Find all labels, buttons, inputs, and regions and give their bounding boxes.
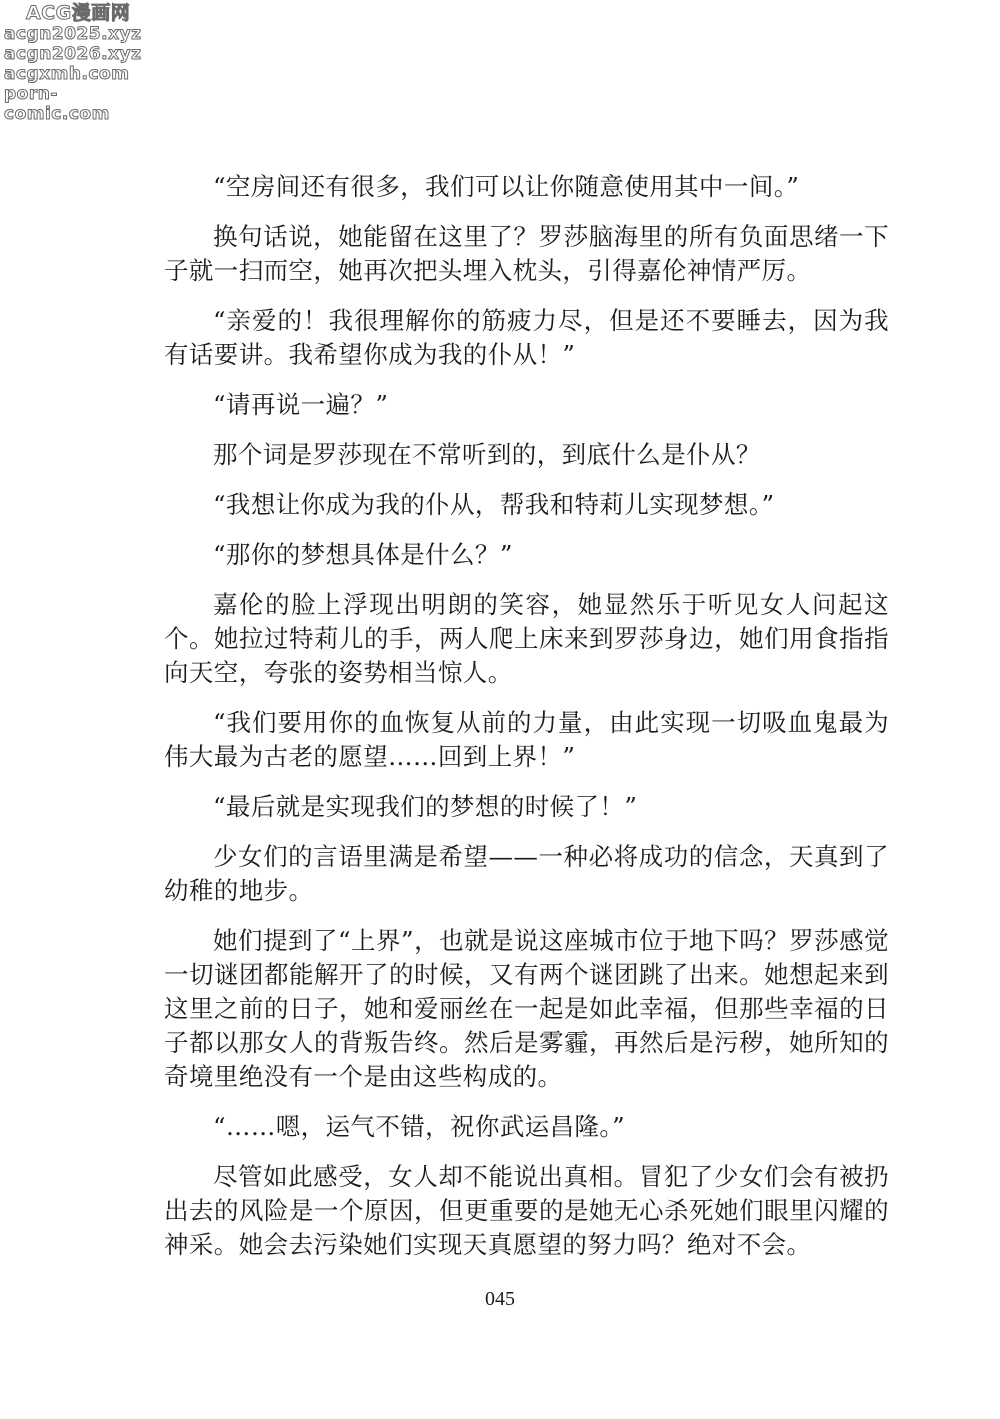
paragraph: “我想让你成为我的仆从，帮我和特莉儿实现梦想。” <box>213 490 775 519</box>
watermark-domain: acgxmh.com <box>4 64 130 84</box>
paragraph: 换句话说，她能留在这里了？罗莎脑海里的所有负面思绪一下子就一扫而空，她再次把头埋入枕头，引得嘉伦神情严厉。 <box>164 222 889 285</box>
paragraph: 嘉伦的脸上浮现出明朗的笑容，她显然乐于听见女人问起这个。她拉过特莉儿的手，两人爬上床来到罗莎身边，她们用食指指向天空，夸张的姿势相当惊人。 <box>164 590 889 687</box>
watermark-domain: acgn2025.xyz <box>4 24 142 44</box>
paragraph: “请再说一遍？” <box>213 390 389 419</box>
watermark-domain: porn-comic.com <box>4 84 110 124</box>
watermark-title: ACG漫画网 <box>26 2 131 24</box>
paragraph: “亲爱的！我很理解你的筋疲力尽，但是还不要睡去，因为我有话要讲。我希望你成为我的仆从！” <box>164 306 889 369</box>
paragraph: “空房间还有很多，我们可以让你随意使用其中一间。” <box>213 172 800 201</box>
paragraph: 少女们的言语里满是希望——一种必将成功的信念，天真到了幼稚的地步。 <box>164 842 889 905</box>
paragraph: “……嗯，运气不错，祝你武运昌隆。” <box>213 1112 625 1141</box>
watermark-domain: acgn2026.xyz <box>4 44 142 64</box>
paragraph: 她们提到了“上界”，也就是说这座城市位于地下吗？罗莎感觉一切谜团都能解开了的时候，又有两个谜团跳了出来。她想起来到这里之前的日子，她和爱丽丝在一起是如此幸福，但那些幸福的日子都以那女人的背叛告终。然后是雾霾，再然后是污秽，她所知的奇境里绝没有一个是由这些构成的。 <box>164 926 889 1091</box>
paragraph: 尽管如此感受，女人却不能说出真相。冒犯了少女们会有被扔出去的风险是一个原因，但更重要的是她无心杀死她们眼里闪耀的神采。她会去污染她们实现天真愿望的努力吗？绝对不会。 <box>164 1162 889 1259</box>
paragraph: “最后就是实现我们的梦想的时候了！” <box>213 792 638 821</box>
book-body-text <box>164 170 889 1278</box>
page-number: 045 <box>485 1288 515 1310</box>
paragraph: “我们要用你的血恢复从前的力量，由此实现一切吸血鬼最为伟大最为古老的愿望……回到上界！” <box>164 708 889 771</box>
paragraph: “那你的梦想具体是什么？” <box>213 540 513 569</box>
paragraph: 那个词是罗莎现在不常听到的，到底什么是仆从？ <box>213 440 761 469</box>
watermark <box>4 2 154 124</box>
